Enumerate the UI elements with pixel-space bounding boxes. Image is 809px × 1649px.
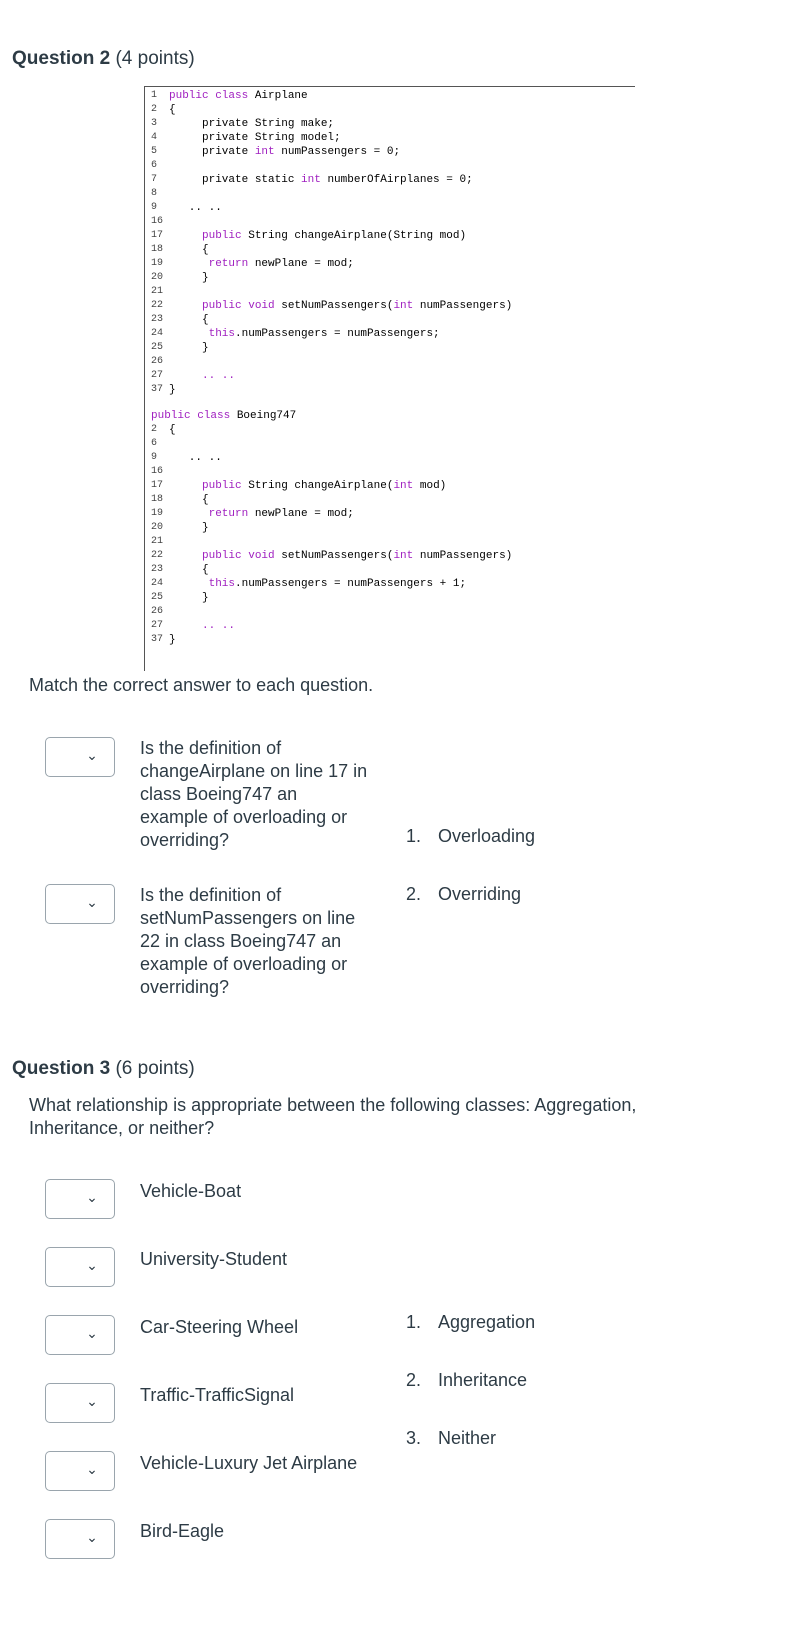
code-token: } <box>169 384 176 396</box>
code-line <box>169 521 209 535</box>
code-token: private String model; <box>169 132 341 144</box>
code-line-number: 23 <box>151 564 164 575</box>
code-line-number: 5 <box>151 146 158 157</box>
code-token: return <box>169 258 255 270</box>
question-3-title <box>12 1058 195 1080</box>
code-listing <box>144 86 635 671</box>
code-line <box>169 619 235 633</box>
code-line-number: 9 <box>151 452 158 463</box>
code-line <box>169 563 209 577</box>
code-token: .. .. <box>169 620 236 632</box>
code-line <box>169 479 446 493</box>
question-2-item-2-dropdown[interactable] <box>45 884 115 924</box>
code-line-number: 4 <box>151 132 158 143</box>
code-line-number: 37 <box>151 634 164 645</box>
code-line-number: 17 <box>151 230 164 241</box>
code-token: Airplane <box>254 90 308 102</box>
code-token: public class <box>151 410 237 422</box>
chevron-down-icon: ⌄ <box>86 1461 98 1477</box>
question-3-item-6-dropdown[interactable] <box>45 1519 115 1559</box>
chevron-down-icon: ⌄ <box>86 1529 98 1545</box>
code-line <box>169 103 176 117</box>
chevron-down-icon: ⌄ <box>86 1189 98 1205</box>
code-line <box>169 173 473 187</box>
question-3-item-6-text: Bird-Eagle <box>140 1521 225 1541</box>
code-line <box>169 299 512 313</box>
code-line <box>169 451 222 465</box>
answer-label: Overloading <box>438 826 536 846</box>
code-line-number: 37 <box>151 384 164 395</box>
question-3-answer-3 <box>406 1428 496 1449</box>
chevron-down-icon: ⌄ <box>86 747 98 763</box>
code-line-number: 20 <box>151 272 164 283</box>
code-line <box>169 145 400 159</box>
code-token: numPassengers = 0; <box>274 146 401 158</box>
code-line-number: 20 <box>151 522 164 533</box>
question-2-item-1-text: Is the definition of changeAirplane on line 17 in class Boeing747 an example of overloading or overriding? <box>140 738 368 850</box>
code-token: .. .. <box>169 202 222 214</box>
code-line <box>169 257 354 271</box>
code-token: setNumPassengers( <box>281 300 394 312</box>
answer-number: 3. <box>406 1428 422 1448</box>
question-2-title <box>12 48 195 70</box>
code-line-number: 21 <box>151 536 164 547</box>
question-2-label: Question 2 <box>12 48 111 69</box>
question-2-item-2-text: Is the definition of setNumPassengers on line 22 in class Boeing747 an example of overloading or overriding? <box>140 885 356 997</box>
code-token: } <box>169 634 176 646</box>
code-line <box>169 313 209 327</box>
code-token: mod) <box>413 480 447 492</box>
code-token: { <box>169 104 176 116</box>
answer-label: Inheritance <box>438 1370 528 1390</box>
code-line-number: 27 <box>151 620 164 631</box>
question-3-item-2-dropdown[interactable] <box>45 1247 115 1287</box>
code-line-number: 2 <box>151 104 158 115</box>
code-line-number: 23 <box>151 314 164 325</box>
question-3-item-5-text: Vehicle-Luxury Jet Airplane <box>140 1453 358 1473</box>
code-line <box>169 131 341 145</box>
question-3-points: (6 points) <box>115 1058 195 1079</box>
code-token: .numPassengers = numPassengers; <box>235 328 440 340</box>
code-line <box>169 591 209 605</box>
question-3-answer-2 <box>406 1370 527 1391</box>
code-line-number: 21 <box>151 286 164 297</box>
code-token: numPassengers) <box>413 550 513 562</box>
code-token: private <box>169 146 255 158</box>
code-line <box>169 327 440 341</box>
code-token: String changeAirplane(String mod) <box>248 230 467 242</box>
code-line-number: 17 <box>151 480 164 491</box>
answer-number: 2. <box>406 884 422 904</box>
code-line <box>169 507 354 521</box>
code-line <box>169 243 209 257</box>
answer-label: Neither <box>438 1428 497 1448</box>
code-token: int <box>254 146 275 158</box>
code-token: this <box>169 328 236 340</box>
chevron-down-icon: ⌄ <box>86 1257 98 1273</box>
code-token: return <box>169 508 255 520</box>
question-3-answer-1 <box>406 1312 535 1333</box>
question-3-item-1-text: Vehicle-Boat <box>140 1181 242 1201</box>
code-token: { <box>169 564 209 576</box>
code-token: public void <box>169 300 282 312</box>
question-3-item-1-dropdown[interactable] <box>45 1179 115 1219</box>
question-3-item-5-dropdown[interactable] <box>45 1451 115 1491</box>
question-2-answer-2 <box>406 884 521 905</box>
code-line-number: 24 <box>151 578 164 589</box>
code-token: setNumPassengers( <box>281 550 394 562</box>
code-token: public class <box>169 90 255 102</box>
code-line-number: 18 <box>151 494 164 505</box>
code-token: private String make; <box>169 118 335 130</box>
code-line <box>169 549 512 563</box>
question-3-item-4-text: Traffic-TrafficSignal <box>140 1385 295 1405</box>
code-token: .. .. <box>169 370 236 382</box>
code-line-number: 25 <box>151 592 164 603</box>
code-line <box>169 369 235 383</box>
code-line <box>169 117 334 131</box>
code-line-number: 3 <box>151 118 158 129</box>
code-token: .numPassengers = numPassengers + 1; <box>235 578 467 590</box>
code-line <box>169 201 222 215</box>
code-line <box>169 229 466 243</box>
code-token: { <box>169 494 209 506</box>
code-token: numberOfAirplanes = 0; <box>320 174 473 186</box>
answer-number: 1. <box>406 1312 422 1332</box>
code-line-number: 26 <box>151 356 164 367</box>
code-token: } <box>169 342 209 354</box>
question-3-label: Question 3 <box>12 1058 111 1079</box>
code-line <box>169 633 176 647</box>
code-token: int <box>393 300 414 312</box>
code-line <box>169 577 466 591</box>
code-line-number: 6 <box>151 438 158 449</box>
question-2-answer-1 <box>406 826 535 847</box>
code-line <box>151 409 296 423</box>
question-2-prompt: Match the correct answer to each question. <box>29 675 374 695</box>
question-3-item-3-text: Car-Steering Wheel <box>140 1317 299 1337</box>
code-token: } <box>169 272 209 284</box>
code-token: { <box>169 244 209 256</box>
code-line-number: 27 <box>151 370 164 381</box>
code-token: { <box>169 424 176 436</box>
code-line-number: 8 <box>151 188 158 199</box>
code-token: } <box>169 592 209 604</box>
code-line <box>169 383 176 397</box>
code-line <box>169 423 176 437</box>
code-line <box>169 271 209 285</box>
code-line-number: 22 <box>151 550 164 561</box>
code-token: int <box>393 480 414 492</box>
code-line-number: 2 <box>151 424 158 435</box>
question-3-item-2-text: University-Student <box>140 1249 288 1269</box>
answer-label: Aggregation <box>438 1312 536 1332</box>
code-token: newPlane = mod; <box>254 258 354 270</box>
code-line-number: 19 <box>151 508 164 519</box>
question-3-item-4-dropdown[interactable] <box>45 1383 115 1423</box>
code-line-number: 9 <box>151 202 158 213</box>
code-token: public <box>169 230 249 242</box>
code-token: public <box>169 480 249 492</box>
chevron-down-icon: ⌄ <box>86 1393 98 1409</box>
code-line-number: 18 <box>151 244 164 255</box>
chevron-down-icon: ⌄ <box>86 1325 98 1341</box>
code-token: int <box>301 174 321 186</box>
code-line-number: 6 <box>151 160 158 171</box>
question-3-prompt: What relationship is appropriate between the following classes: Aggregation, Inheritance, or neither? <box>29 1095 637 1138</box>
code-line-number: 26 <box>151 606 164 617</box>
chevron-down-icon: ⌄ <box>86 894 98 910</box>
code-line <box>169 89 308 103</box>
code-token: { <box>169 314 209 326</box>
code-token: } <box>169 522 209 534</box>
code-line-number: 7 <box>151 174 158 185</box>
code-line-number: 19 <box>151 258 164 269</box>
question-2-item-1-dropdown[interactable] <box>45 737 115 777</box>
code-token: numPassengers) <box>413 300 513 312</box>
code-line-number: 22 <box>151 300 164 311</box>
code-token: this <box>169 578 236 590</box>
question-2-points: (4 points) <box>115 48 195 69</box>
code-line <box>169 493 209 507</box>
code-line-number: 16 <box>151 466 164 477</box>
answer-label: Overriding <box>438 884 522 904</box>
code-token: .. .. <box>169 452 222 464</box>
question-3-item-3-dropdown[interactable] <box>45 1315 115 1355</box>
answer-number: 1. <box>406 826 422 846</box>
code-token: private static <box>169 174 302 186</box>
code-line-number: 25 <box>151 342 164 353</box>
code-line-number: 24 <box>151 328 164 339</box>
code-line-number: 1 <box>151 90 158 101</box>
answer-number: 2. <box>406 1370 422 1390</box>
code-token: String changeAirplane( <box>248 480 394 492</box>
code-token: public void <box>169 550 282 562</box>
code-token: newPlane = mod; <box>254 508 354 520</box>
code-token: Boeing747 <box>236 410 297 422</box>
code-line <box>169 341 209 355</box>
code-line-number: 16 <box>151 216 164 227</box>
code-token: int <box>393 550 414 562</box>
